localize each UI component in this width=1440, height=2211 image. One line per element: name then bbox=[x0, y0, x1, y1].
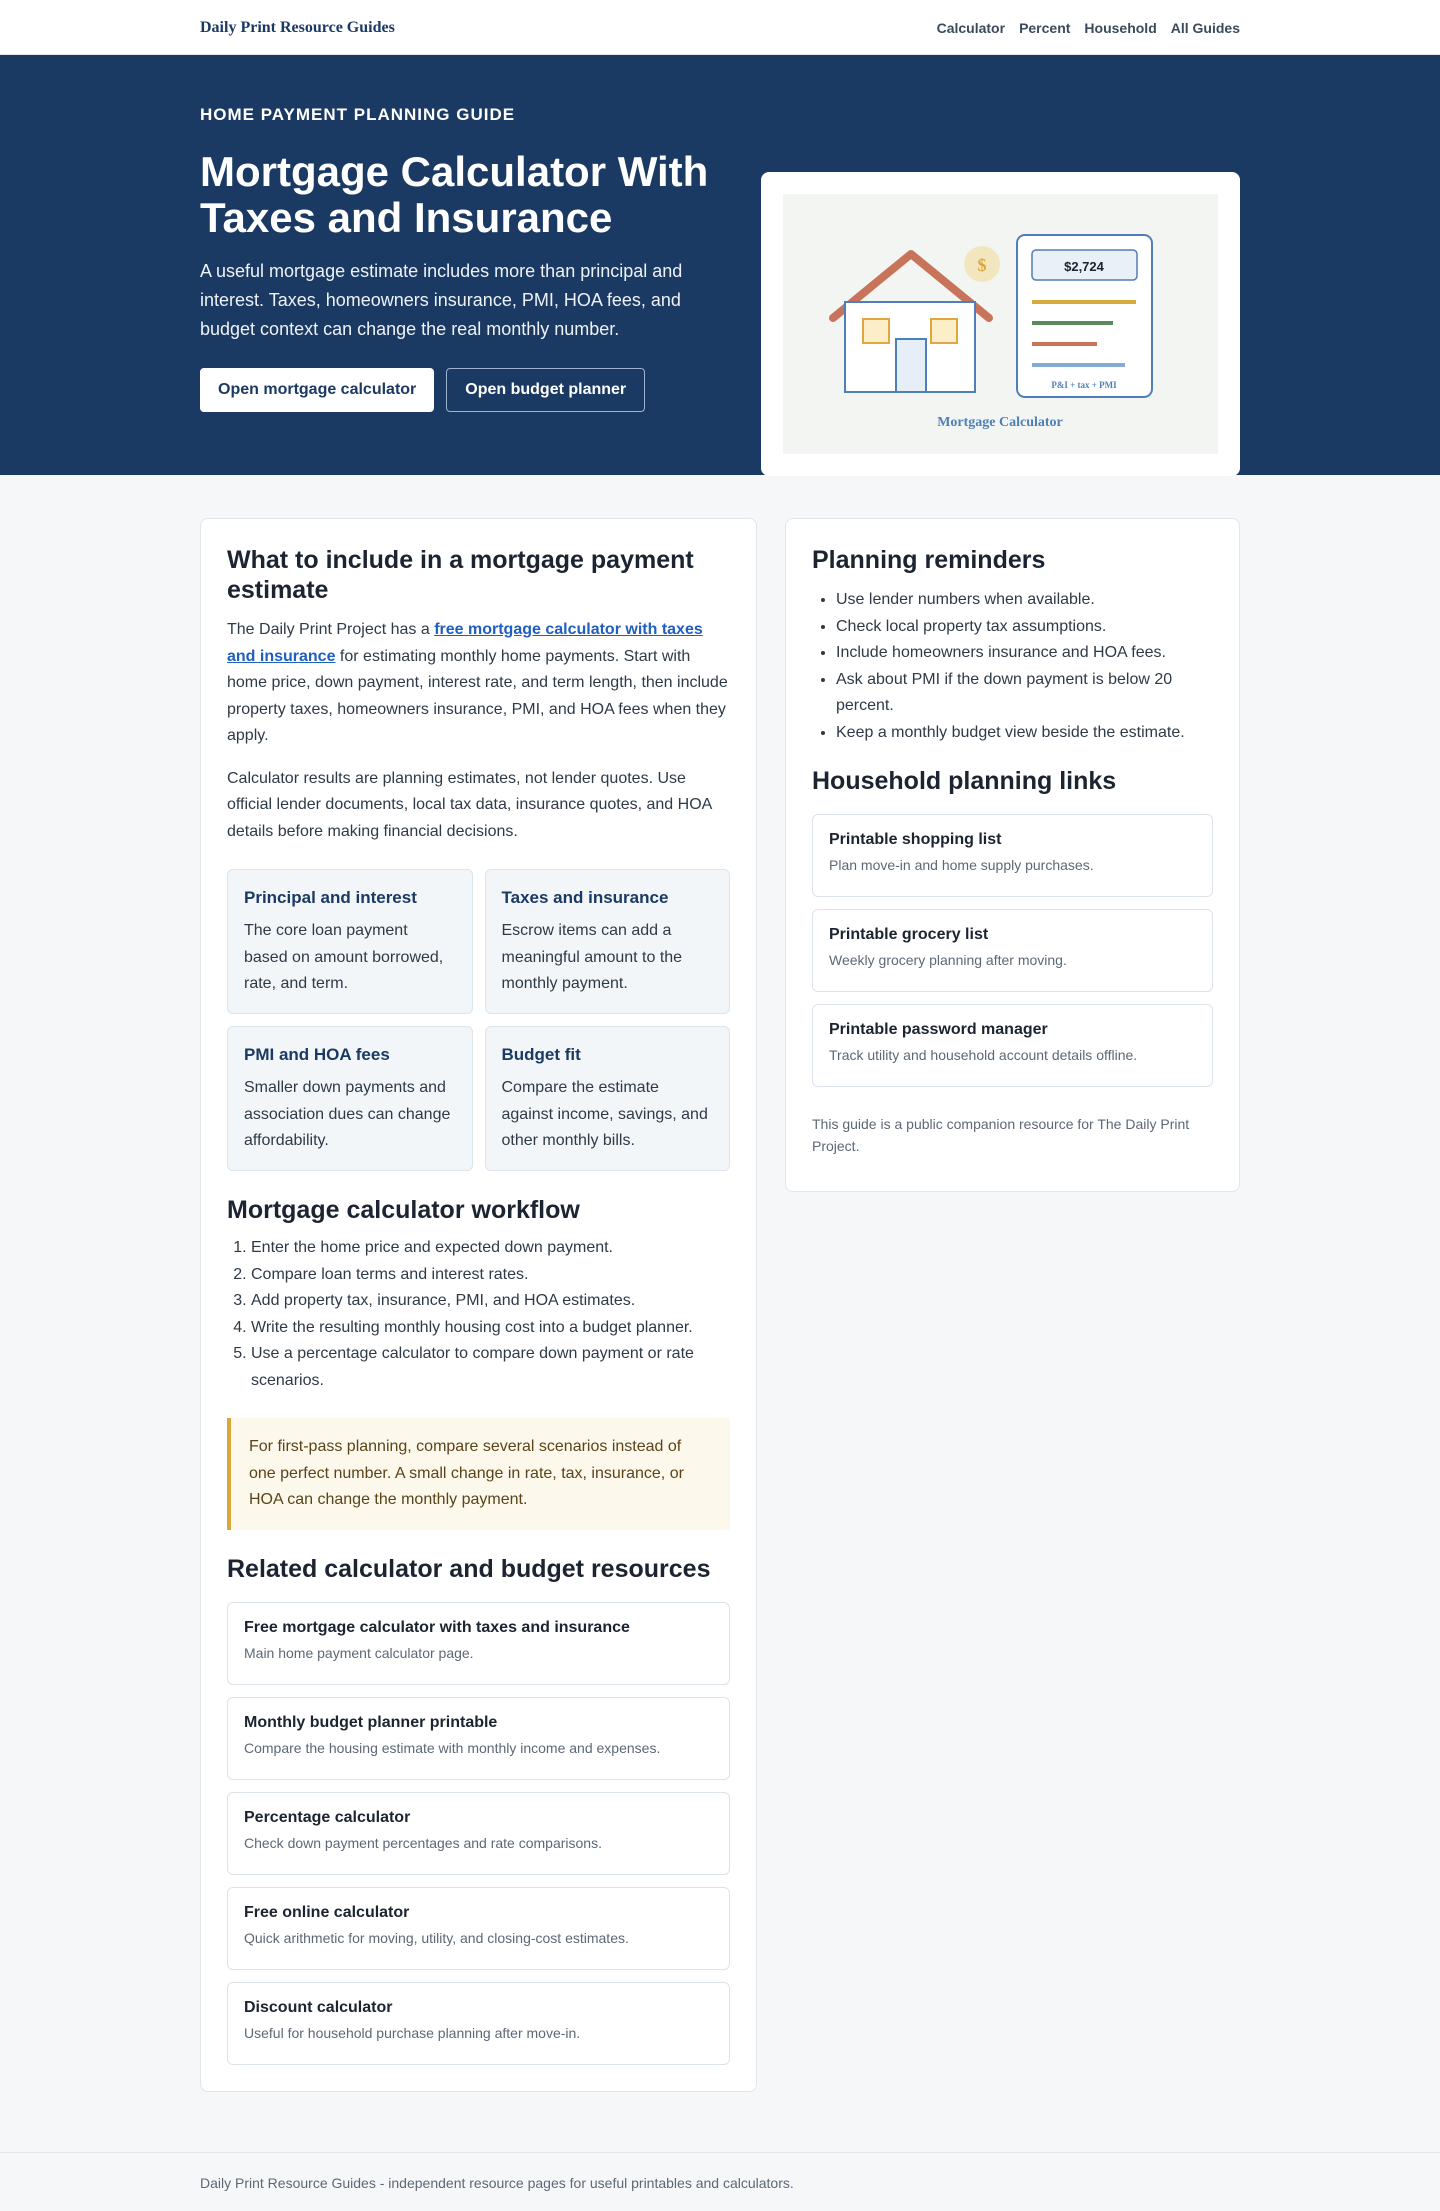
related-link-online-calculator[interactable] bbox=[227, 1887, 730, 1970]
section-title-reminders: Planning reminders bbox=[812, 546, 1046, 574]
link-title: Printable password manager bbox=[829, 1021, 1048, 1038]
nav-calculator[interactable]: Calculator bbox=[936, 19, 1006, 36]
illustration-formula: P&I + tax + PMI bbox=[1051, 380, 1117, 390]
illustration-amount: $2,724 bbox=[1064, 259, 1104, 274]
link-description: Quick arithmetic for moving, utility, and closing-cost estimates. bbox=[244, 1929, 629, 1946]
nav-percent[interactable]: Percent bbox=[1019, 19, 1071, 36]
list-item: 5. Use a percentage calculator to compare down payment or rate scenarios. bbox=[251, 1341, 730, 1394]
planning-note: For first-pass planning, compare several scenarios instead of one perfect number. A small change in rate, tax, insurance, or HOA can change the monthly payment. bbox=[227, 1418, 730, 1530]
household-links bbox=[812, 814, 1213, 1087]
list-item: 3. Add property tax, insurance, PMI, and HOA estimates. bbox=[251, 1288, 730, 1315]
footer-text: Daily Print Resource Guides - independent resource pages for useful printables and calculators. bbox=[200, 2174, 794, 2191]
section-title-household-links: Household planning links bbox=[812, 767, 1117, 795]
house-calculator-illustration bbox=[783, 194, 1218, 454]
link-description: Plan move-in and home supply purchases. bbox=[829, 857, 1094, 873]
illustration-caption: Mortgage Calculator bbox=[937, 415, 1063, 430]
link-description: Useful for household purchase planning after move-in. bbox=[244, 2024, 581, 2041]
related-links bbox=[227, 1602, 730, 2065]
tile-text: Compare the estimate against income, savings, and other monthly bills. bbox=[501, 1079, 708, 1149]
link-description: Check down payment percentages and rate comparisons. bbox=[244, 1834, 602, 1851]
reminders-list bbox=[812, 587, 1213, 746]
top-bar bbox=[0, 0, 1440, 55]
open-mortgage-calculator-button[interactable]: Open mortgage calculator bbox=[200, 368, 434, 412]
calculator-sheet-icon bbox=[1017, 235, 1152, 397]
list-item: • Use lender numbers when available. bbox=[836, 587, 1213, 614]
page-title: Mortgage Calculator With Taxes and Insurance bbox=[200, 148, 709, 241]
tile-budget-fit bbox=[485, 1026, 731, 1171]
hero-text bbox=[200, 55, 730, 476]
main-content bbox=[0, 475, 1440, 2092]
tile-principal-interest bbox=[227, 869, 473, 1014]
section-title-workflow: Mortgage calculator workflow bbox=[227, 1196, 580, 1224]
section-title-what-to-include: What to include in a mortgage payment estimate bbox=[227, 546, 694, 604]
tile-taxes-insurance bbox=[485, 869, 731, 1014]
link-description: Compare the housing estimate with monthly income and expenses. bbox=[244, 1739, 661, 1756]
link-title: Free online calculator bbox=[244, 1903, 410, 1921]
mortgage-illustration bbox=[783, 194, 1218, 454]
house-icon bbox=[833, 254, 989, 392]
nav-all-guides[interactable]: All Guides bbox=[1170, 19, 1240, 36]
related-link-discount-calculator[interactable] bbox=[227, 1982, 730, 2065]
tile-title: Principal and interest bbox=[244, 888, 417, 907]
sidebar-footnote: This guide is a public companion resource for The Daily Print Project. bbox=[812, 1116, 1190, 1154]
list-item: • Keep a monthly budget view beside the estimate. bbox=[836, 720, 1213, 747]
tile-title: Taxes and insurance bbox=[501, 888, 669, 907]
tile-text: Smaller down payments and association dues can change affordability. bbox=[244, 1079, 451, 1149]
list-item: 4. Write the resulting monthly housing cost into a budget planner. bbox=[251, 1315, 730, 1342]
link-title: Printable shopping list bbox=[829, 831, 1002, 848]
tile-title: PMI and HOA fees bbox=[244, 1045, 390, 1064]
hero-intro: A useful mortgage estimate includes more than principal and interest. Taxes, homeowners insurance, PMI, HOA fees, and budget context can change the real monthly number. bbox=[200, 261, 683, 339]
section-title-related: Related calculator and budget resources bbox=[227, 1554, 711, 1583]
related-link-budget-planner[interactable] bbox=[227, 1697, 730, 1780]
tile-text: The core loan payment based on amount borrowed, rate, and term. bbox=[244, 922, 444, 992]
mortgage-calculator-inline-link[interactable]: free mortgage calculator with taxes and insurance bbox=[227, 621, 703, 665]
list-item: 2. Compare loan terms and interest rates. bbox=[251, 1262, 730, 1289]
household-link-shopping-list[interactable] bbox=[812, 814, 1213, 897]
link-title: Percentage calculator bbox=[244, 1808, 411, 1826]
related-link-percentage-calculator[interactable] bbox=[227, 1792, 730, 1875]
household-link-grocery-list[interactable] bbox=[812, 909, 1213, 992]
tile-text: Escrow items can add a meaningful amount to the monthly payment. bbox=[501, 922, 683, 992]
workflow-list bbox=[227, 1235, 730, 1394]
link-description: Main home payment calculator page. bbox=[244, 1644, 474, 1661]
link-title: Printable grocery list bbox=[829, 926, 989, 943]
article-card bbox=[200, 518, 757, 2092]
main-nav bbox=[937, 20, 1240, 36]
intro-paragraph: The Daily Print Project has a free mortgage calculator with taxes and insurance for estimating monthly home payments. Start with home price, down payment, interest rate, and term length, then include property taxes, homeowners insurance, PMI, and HOA fees when they apply. bbox=[227, 621, 728, 744]
hero bbox=[0, 55, 1440, 475]
link-description: Track utility and household account details offline. bbox=[829, 1047, 1138, 1063]
link-description: Weekly grocery planning after moving. bbox=[829, 952, 1067, 968]
svg-text:$: $ bbox=[977, 255, 987, 275]
list-item: • Ask about PMI if the down payment is below 20 percent. bbox=[836, 667, 1213, 720]
household-link-password-manager[interactable] bbox=[812, 1004, 1213, 1087]
disclaimer-paragraph: Calculator results are planning estimates, not lender quotes. Use official lender documents, local tax data, insurance quotes, and HOA details before making financial decisions. bbox=[227, 769, 712, 840]
hero-eyebrow: HOME PAYMENT PLANNING GUIDE bbox=[200, 105, 516, 124]
coin-icon bbox=[964, 246, 1000, 282]
link-title: Free mortgage calculator with taxes and insurance bbox=[244, 1618, 630, 1636]
related-link-mortgage-calculator[interactable] bbox=[227, 1602, 730, 1685]
link-title: Monthly budget planner printable bbox=[244, 1713, 498, 1731]
list-item: • Include homeowners insurance and HOA fees. bbox=[836, 640, 1213, 667]
page-footer bbox=[0, 2152, 1440, 2191]
open-budget-planner-button[interactable]: Open budget planner bbox=[446, 368, 645, 412]
sidebar-card bbox=[785, 518, 1240, 1192]
hero-actions bbox=[200, 368, 730, 412]
cost-components-grid bbox=[227, 869, 730, 1171]
nav-household[interactable]: Household bbox=[1084, 19, 1157, 36]
tile-title: Budget fit bbox=[501, 1045, 581, 1064]
tile-pmi-hoa bbox=[227, 1026, 473, 1171]
site-brand[interactable]: Daily Print Resource Guides bbox=[200, 18, 395, 36]
list-item: 1. Enter the home price and expected down payment. bbox=[251, 1235, 730, 1262]
hero-illustration-card bbox=[761, 172, 1240, 476]
list-item: • Check local property tax assumptions. bbox=[836, 614, 1213, 641]
link-title: Discount calculator bbox=[244, 1998, 393, 2016]
